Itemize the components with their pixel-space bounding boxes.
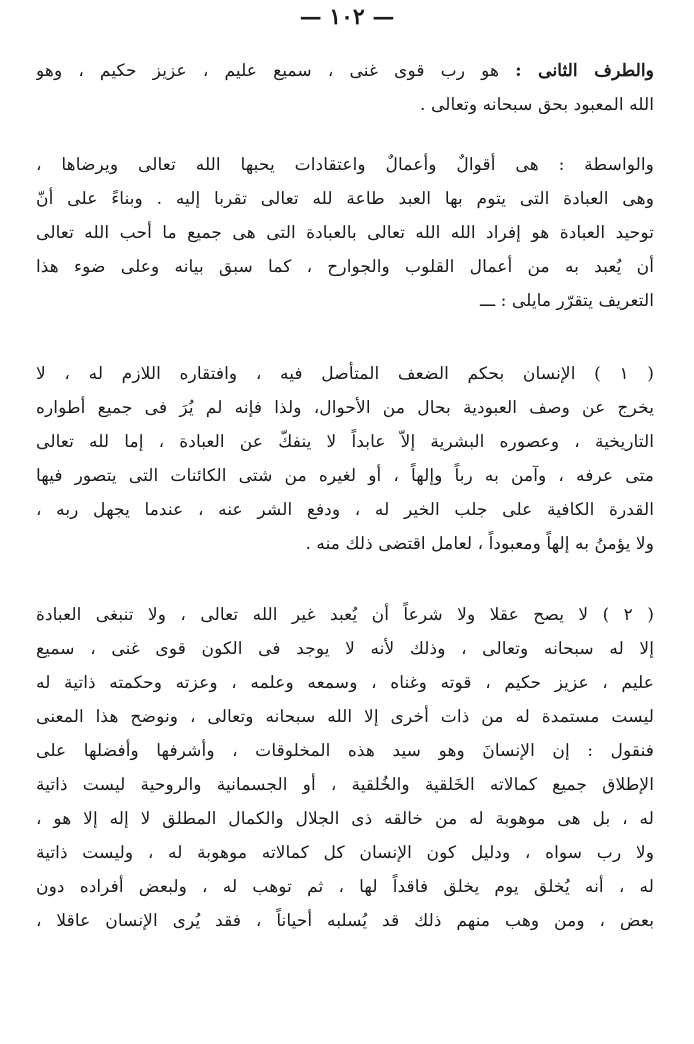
text-line: والواسطة : هى أقوالٌ وأعمالٌ واعتقادات يحبها الله تعالى ويرضاها ، <box>36 155 654 175</box>
text-line: فنقول : إن الإنسانَ وهو سيد هذه المخلوقات ، وأشرفها وأفضلها على <box>36 741 654 761</box>
text-line <box>36 54 654 88</box>
text-line: ولا يؤمنُ به إلهاً ومعبوداً ، لعامل اقتضى ذلك منه . <box>305 534 654 554</box>
text-line: بعض ، ومن وهب منهم ذلك قد يُسلبه أحياناً ، فقد يُرى الإنسان عاقلا ، <box>36 911 654 931</box>
text-line: الإطلاق جميع كمالاته الخَلقية والخُلقية ، أو الجسمانية والروحية ليست ذاتية <box>36 775 654 795</box>
text-line: التاريخية ، وعصوره البشرية إلاّ عابداً لا ينفكّ عن العبادة ، إما لله تعالى <box>36 432 654 452</box>
text-line: ليست مستمدة له من ذات أخرى إلا الله سبحانه وتعالى ، ونوضح هذا المعنى <box>36 707 654 727</box>
paragraph-lead: والطرف الثانى : <box>515 61 654 81</box>
line-text: هو رب قوى غنى ، سميع عليم ، عزيز حكيم ، وهو <box>36 61 500 81</box>
text-line: توحيد العبادة هو إفراد الله الله تعالى بالعبادة التى هى جميع ما أحب الله تعالى <box>36 223 654 243</box>
text-line: القدرة الكافية على جلب الخير له ، ودفع الشر عنه ، عندما يجهل ربه ، <box>36 500 654 520</box>
text-line: إلا له سبحانه وتعالى ، وذلك لأنه لا يوجد فى الكون قوى غنى ، سميع <box>36 639 654 659</box>
text-line: يخرج عن وصف العبودية بحال من الأحوال، ولذا فإنه لم يُرَ فى جميع أطواره <box>36 398 654 418</box>
text-line: التعريف يتقرّر مايلى : ـــ <box>480 291 654 311</box>
text-line: أن يُعبد به من أعمال القلوب والجوارح ، كما سبق بيانه وعلى ضوء هذا <box>36 257 654 277</box>
text-line: وهى العبادة التى يتوم بها العبد طاعة لله تعالى تقربا إليه . وبناءً على أنّ <box>36 189 654 209</box>
text-line: له ، أنه يُخلق يوم يخلق فاقداً لها ، ثم توهب له ، ولبعض أفراده دون <box>36 877 654 897</box>
text-line: الله المعبود بحق سبحانه وتعالى . <box>420 95 654 115</box>
text-line: ( ١ ) الإنسان بحكم الضعف المتأصل فيه ، وافتقاره اللازم له ، لا <box>36 364 654 384</box>
text-line: عليم ، عزيز حكيم ، قوته وغناه ، وسمعه وعلمه ، وعزته وحكمته ذاتية له <box>36 673 654 693</box>
text-line: متى عرفه ، وآمن به رباً وإلهاً ، أو لغيره من شتى الكائنات التى يتصور فيها <box>36 466 654 486</box>
paragraph-point-2 <box>36 598 654 938</box>
text-line: ( ٢ ) لا يصح عقلا ولا شرعاً أن يُعبد غير الله تعالى ، ولا تنبغى العبادة <box>36 605 654 625</box>
paragraph-second-party <box>36 54 654 122</box>
paragraph-point-1 <box>36 357 654 561</box>
page-number: — ١٠٢ — <box>299 4 395 30</box>
paragraph-intermediary <box>36 148 654 318</box>
text-line: له ، بل هى موهوبة له من خالقه ذى الجلال والكمال المطلق لا إله إلا هو ، <box>36 809 654 829</box>
text-line: ولا رب سواه ، ودليل كون الإنسان كل كمالاته موهوبة له ، وليست ذاتية <box>36 843 654 863</box>
